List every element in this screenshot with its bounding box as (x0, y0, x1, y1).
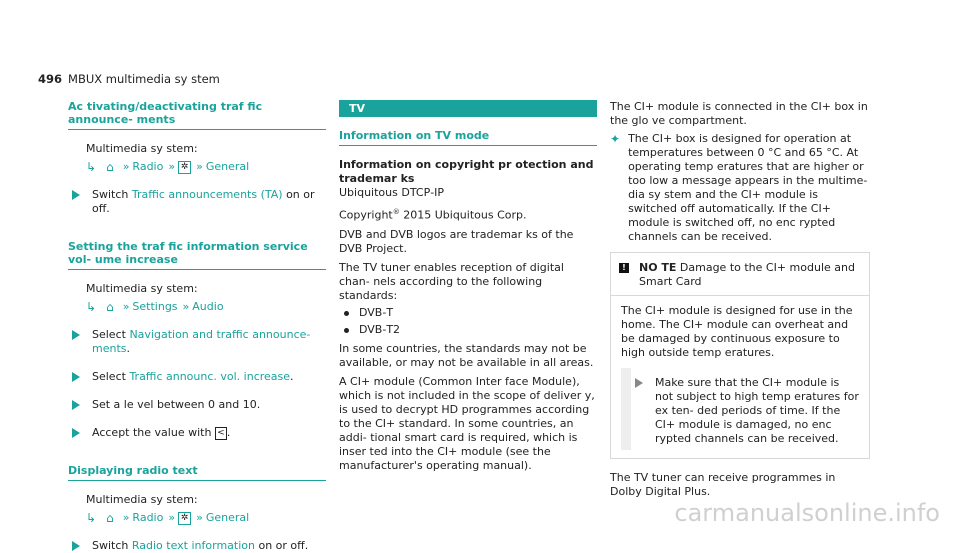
note-header (611, 253, 869, 296)
home-icon: ⌂ (106, 160, 114, 174)
chevron-icon: » (122, 160, 128, 173)
path-settings: Settings (132, 300, 178, 313)
step-select-vol: Select Traffic announc. vol. increase. (68, 370, 326, 384)
step-triangle-icon (72, 400, 80, 410)
step-triangle-icon (72, 428, 80, 438)
step-switch-rt: Switch Radio text information on or off. (68, 539, 326, 553)
menu-path-2 (86, 300, 326, 314)
page-header (38, 72, 220, 86)
chevron-icon: » (168, 511, 174, 524)
path-audio: Audio (192, 300, 224, 313)
bullet-item: DVB‑T (339, 306, 597, 320)
gear-icon: ✲ (178, 161, 191, 174)
path-radio: Radio (132, 160, 164, 173)
warning-icon: ! (619, 263, 629, 273)
para-ci-box: The CI+ module is connected in the CI+ box in the glo ve compartment. (610, 100, 868, 127)
step-set-level: Set a le vel between 0 and 10. (68, 398, 326, 412)
note-step-text: Make sure that the CI+ module is not subject to high temp eratures for ex ten‑ ded periods of time. If the CI+ module is damaged, no enc rypted channels can be received. (655, 376, 859, 445)
menu-path-1 (86, 160, 326, 174)
path-general: General (205, 160, 250, 173)
step-accept: Accept the value with < . (68, 426, 326, 440)
column-left (68, 100, 326, 553)
heading-copyright: Information on copyright pr otection and trademar ks (339, 158, 594, 185)
note-box (610, 252, 870, 459)
column-right (610, 100, 870, 499)
note-label: NO TE (639, 261, 677, 274)
chevron-icon: » (196, 160, 201, 173)
step-triangle-icon (72, 372, 80, 382)
watermark: carmanualsonline.info (674, 499, 940, 527)
heading-setting: Setting the traf fic information service vol‑ ume increase (68, 240, 326, 270)
column-middle (339, 100, 597, 473)
header-title: MBUX multimedia sy stem (68, 72, 220, 86)
gear-icon: ✲ (178, 512, 191, 525)
note-body (611, 296, 869, 458)
para-countries: In some countries, the standards may not be available, or may not be available in all areas. (339, 341, 594, 369)
step-select-nav: Select Navigation and traffic announce‑ ments. (68, 328, 326, 356)
page-number: 496 (38, 72, 63, 86)
back-icon: < (215, 427, 227, 440)
path-arrow-icon: ↳ (86, 511, 97, 525)
chevron-icon: » (196, 511, 201, 524)
para-dolby: The TV tuner can receive programmes in Dolby Digital Plus. (610, 471, 836, 498)
para-ubiquitous: Ubiquitous DTCP‑IP (339, 186, 445, 199)
step-triangle-icon (72, 190, 80, 200)
ms-label-2: Multimedia sy stem: (86, 282, 198, 295)
note-header-text: Damage to the CI+ module and Smart Card (639, 261, 855, 288)
step-triangle-icon (635, 378, 643, 388)
para-dvb: DVB and DVB logos are trademar ks of the DVB Project. (339, 227, 574, 255)
lightbulb-icon: ✦ (610, 132, 621, 146)
home-icon: ⌂ (106, 300, 114, 314)
home-icon: ⌂ (106, 511, 114, 525)
note-step (621, 368, 859, 450)
step-triangle-icon (72, 541, 80, 551)
note-body-text: The CI+ module is designed for use in the home. The CI+ module can overheat and be damaged by continuous exposure to high outside temp eratures. (621, 304, 853, 359)
tip-block (610, 132, 870, 244)
ms-label-3: Multimedia sy stem: (86, 493, 198, 506)
path-general: General (205, 511, 250, 524)
tv-section-bar: TV (339, 100, 597, 117)
heading-tv-info: Information on TV mode (339, 129, 597, 146)
ms-label-1: Multimedia sy stem: (86, 142, 198, 155)
chevron-icon: » (122, 511, 128, 524)
chevron-icon: » (182, 300, 188, 313)
menu-path-3 (86, 511, 326, 525)
bullet-item: DVB‑T2 (339, 323, 597, 337)
chevron-icon: » (168, 160, 174, 173)
para-copyright: Copyright® 2015 Ubiquitous Corp. (339, 208, 527, 222)
step-triangle-icon (72, 330, 80, 340)
path-radio: Radio (132, 511, 164, 524)
chevron-icon: » (122, 300, 128, 313)
step-switch-ta: Switch Traffic announcements (TA) on or off. (68, 188, 326, 216)
tip-text: The CI+ box is designed for operation at temperatures between 0 °C and 65 °C. At operating temp eratures that are higher or too low a message appears in the multime‑ dia sy stem and the CI+ module is switched off automatically. If the CI+ module is switched off, no enc rypted channels can be received. (628, 132, 868, 243)
heading-display: Displaying radio text (68, 464, 326, 481)
path-arrow-icon: ↳ (86, 300, 97, 314)
para-ci-module: A CI+ module (Common Inter face Module), which is not included in the scope of deliver y, is used to decrypt HD programmes according to the CI+ standard. In some countries, an addi‑ tional smart card is required, which is inser ted into the CI+ module (see the manufacturer's operating manual). (339, 374, 595, 472)
path-arrow-icon: ↳ (86, 160, 97, 174)
heading-activate: Ac tivating/deactivating traf fic announce‑ ments (68, 100, 326, 130)
para-tuner: The TV tuner enables reception of digital chan‑ nels according to the following standards: (339, 260, 564, 302)
